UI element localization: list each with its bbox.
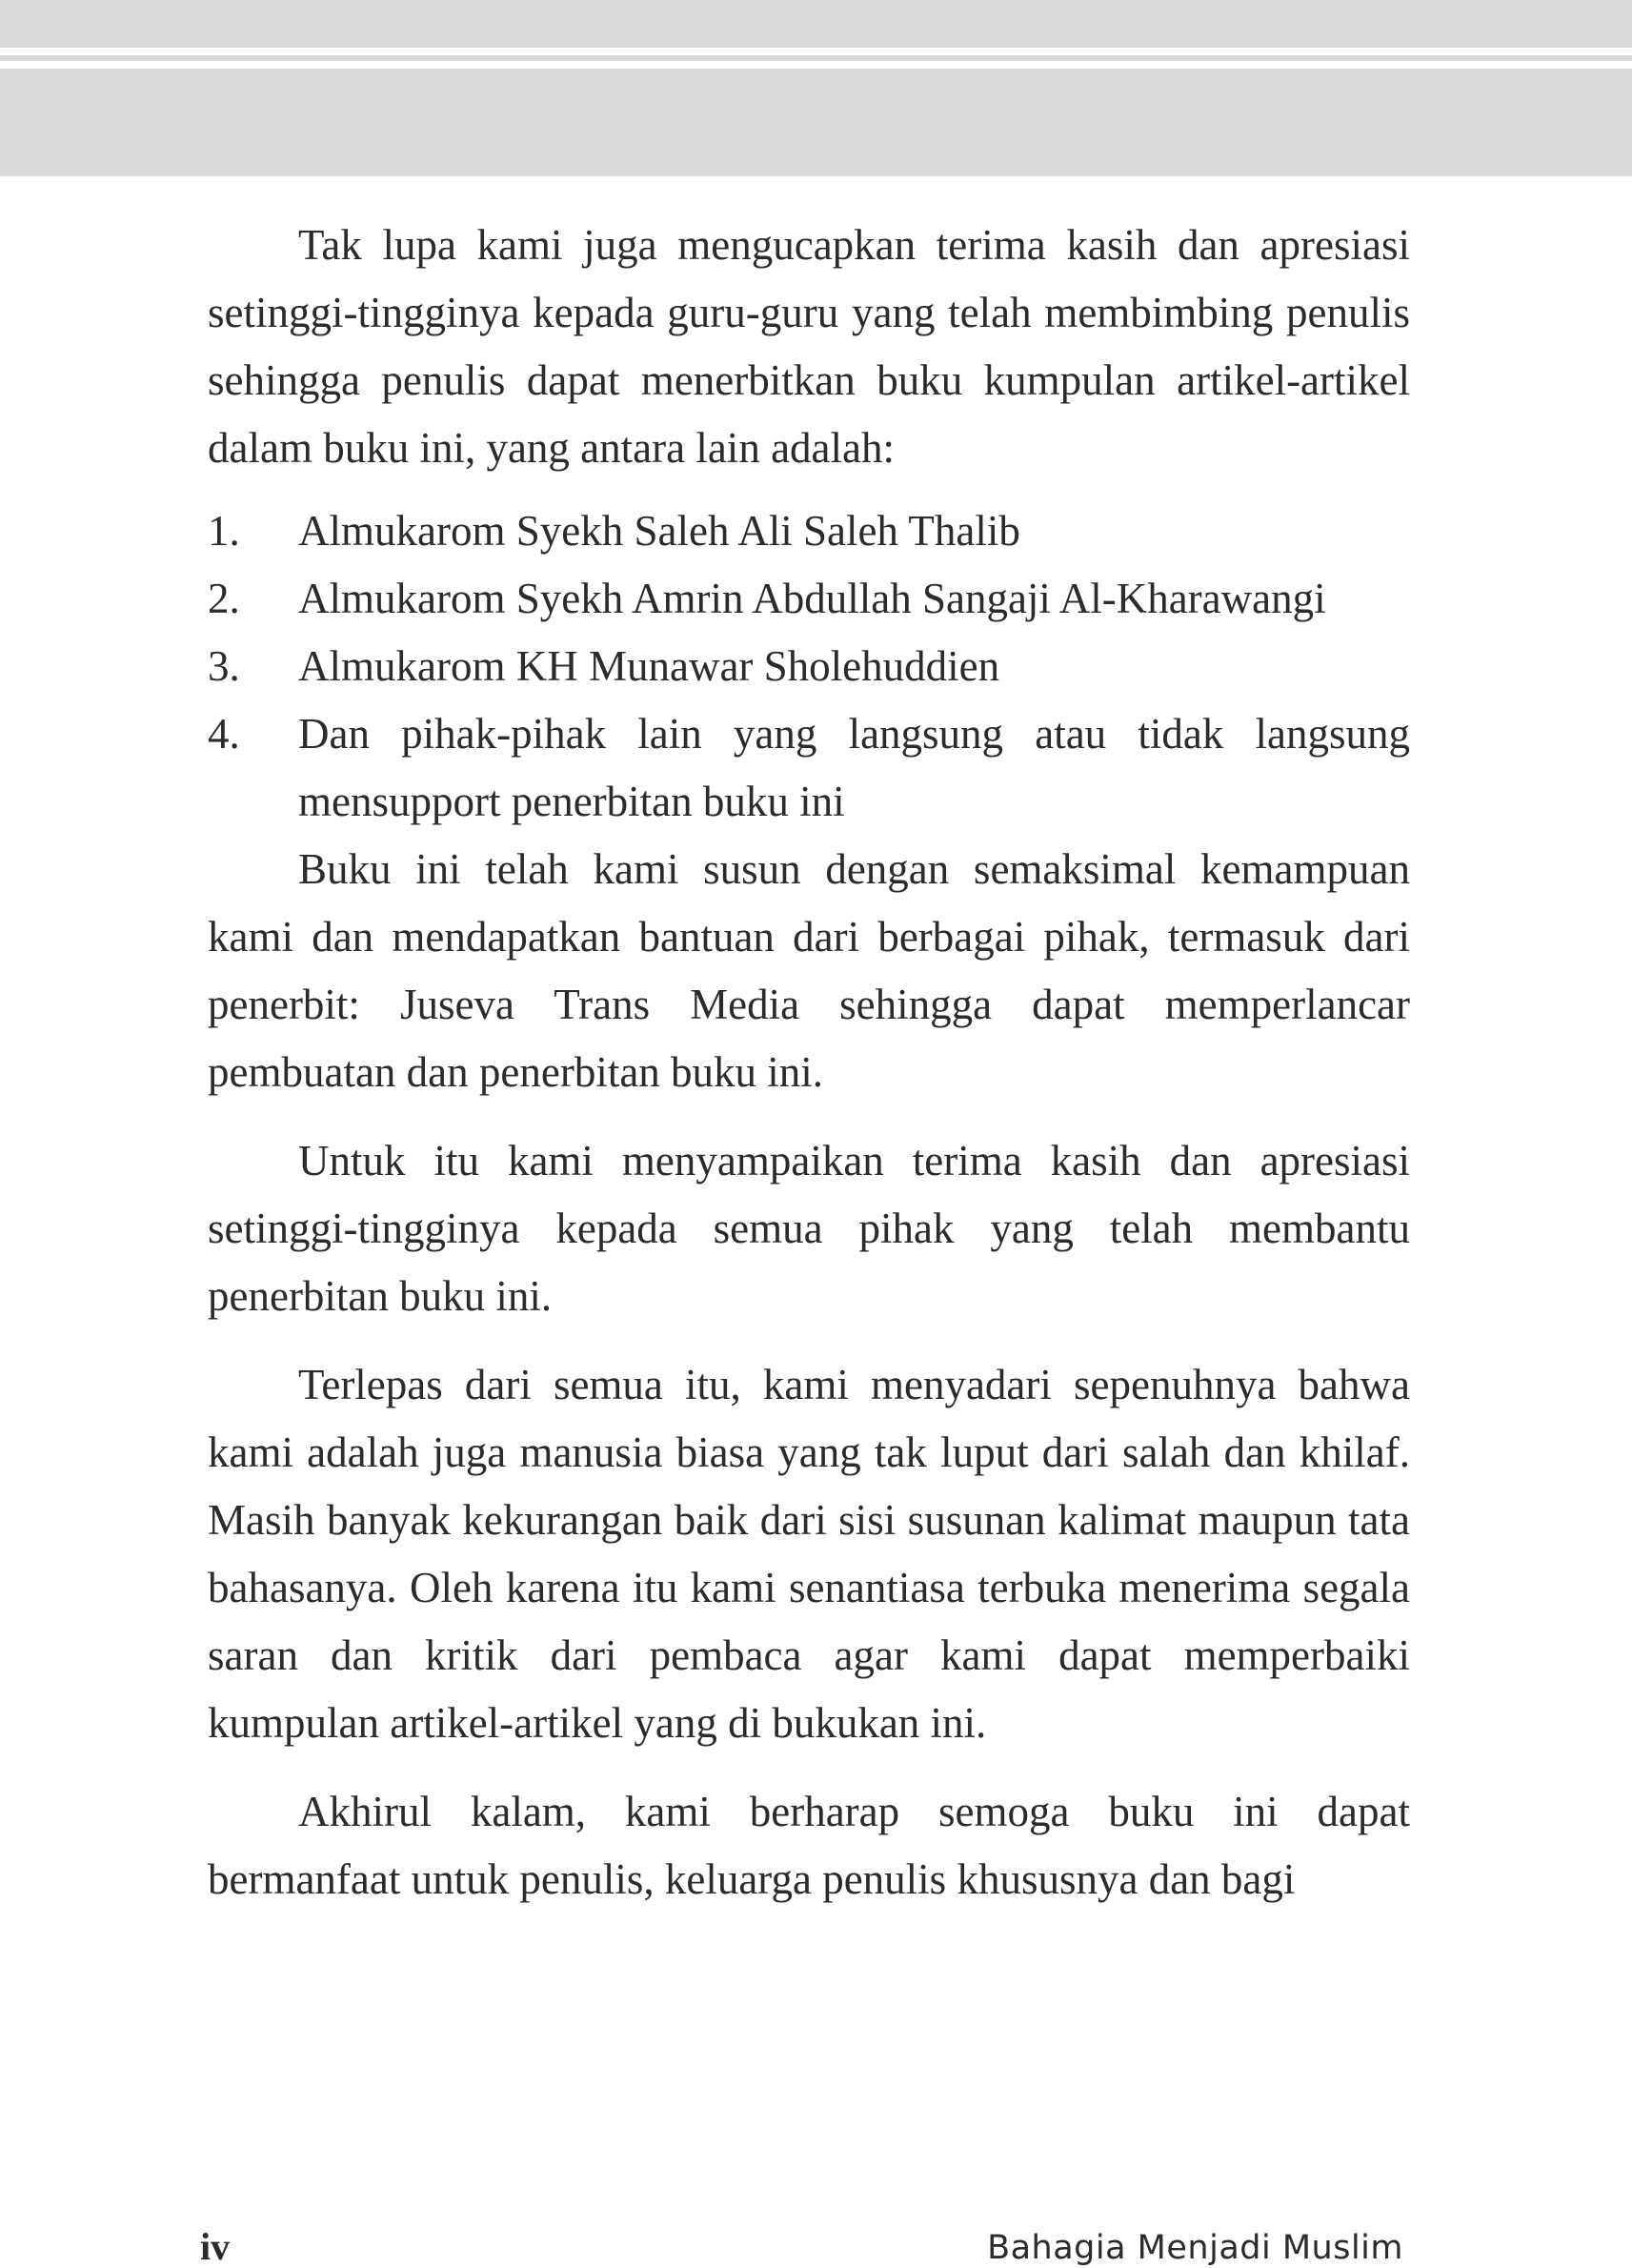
- paragraph-closing: Akhirul kalam, kami berharap semoga buku ini dapat bermanfaat untuk penulis, keluarga penulis khususnya dan bagi: [208, 1788, 1410, 1903]
- running-footer-title: Bahagia Menjadi Muslim: [987, 2229, 1403, 2267]
- list-number: 2.: [208, 575, 240, 622]
- paragraph-apology: Terlepas dari semua itu, kami menyadari sepenuhnya bahwa kami adalah juga manusia biasa yang tak luput dari salah dan khilaf. Masih banyak kekurangan baik dari sisi susunan kalimat maupun tata bahasanya. Oleh karena itu kami senantiasa terbuka menerima segala saran dan kritik dari pembaca agar kami dapat memperbaiki kumpulan artikel-artikel yang di bukukan ini.: [208, 1361, 1410, 1747]
- list-item: [208, 497, 1410, 565]
- list-item: [208, 633, 1410, 700]
- list-number: 1.: [208, 507, 240, 555]
- list-item: [208, 700, 1410, 836]
- header-band-divider: [0, 55, 1632, 61]
- header-band-top: [0, 0, 1632, 48]
- list-text: Almukarom KH Munawar Sholehuddien: [298, 642, 1000, 690]
- page-number: iv: [200, 2225, 231, 2268]
- list-text: Almukarom Syekh Saleh Ali Saleh Thalib: [298, 507, 1020, 555]
- paragraph-acknowledgement: Tak lupa kami juga mengucapkan terima kasih dan apresiasi setinggi-tingginya kepada guru-guru yang telah membimbing penulis sehingga penulis dapat menerbitkan buku kumpulan artikel-artikel dalam buku ini, yang antara lain adalah:: [208, 221, 1410, 472]
- teacher-list: [208, 497, 1410, 836]
- page-body: [208, 212, 1410, 1934]
- list-number: 3.: [208, 642, 240, 690]
- list-number: 4.: [208, 710, 240, 758]
- list-text: Almukarom Syekh Amrin Abdullah Sangaji Al-Kharawangi: [298, 575, 1326, 622]
- list-text: Dan pihak-pihak lain yang langsung atau tidak langsung mensupport penerbitan buku ini: [298, 710, 1410, 825]
- header-band-main: [0, 69, 1632, 176]
- paragraph-book-preparation: Buku ini telah kami susun dengan semaksimal kemampuan kami dan mendapatkan bantuan dari berbagai pihak, termasuk dari penerbit: Juseva Trans Media sehingga dapat memperlancar pembuatan dan penerbitan buku ini.: [208, 845, 1410, 1096]
- paragraph-thanks: Untuk itu kami menyampaikan terima kasih dan apresiasi setinggi-tingginya kepada semua pihak yang telah membantu penerbitan buku ini.: [208, 1137, 1410, 1320]
- list-item: [208, 565, 1410, 633]
